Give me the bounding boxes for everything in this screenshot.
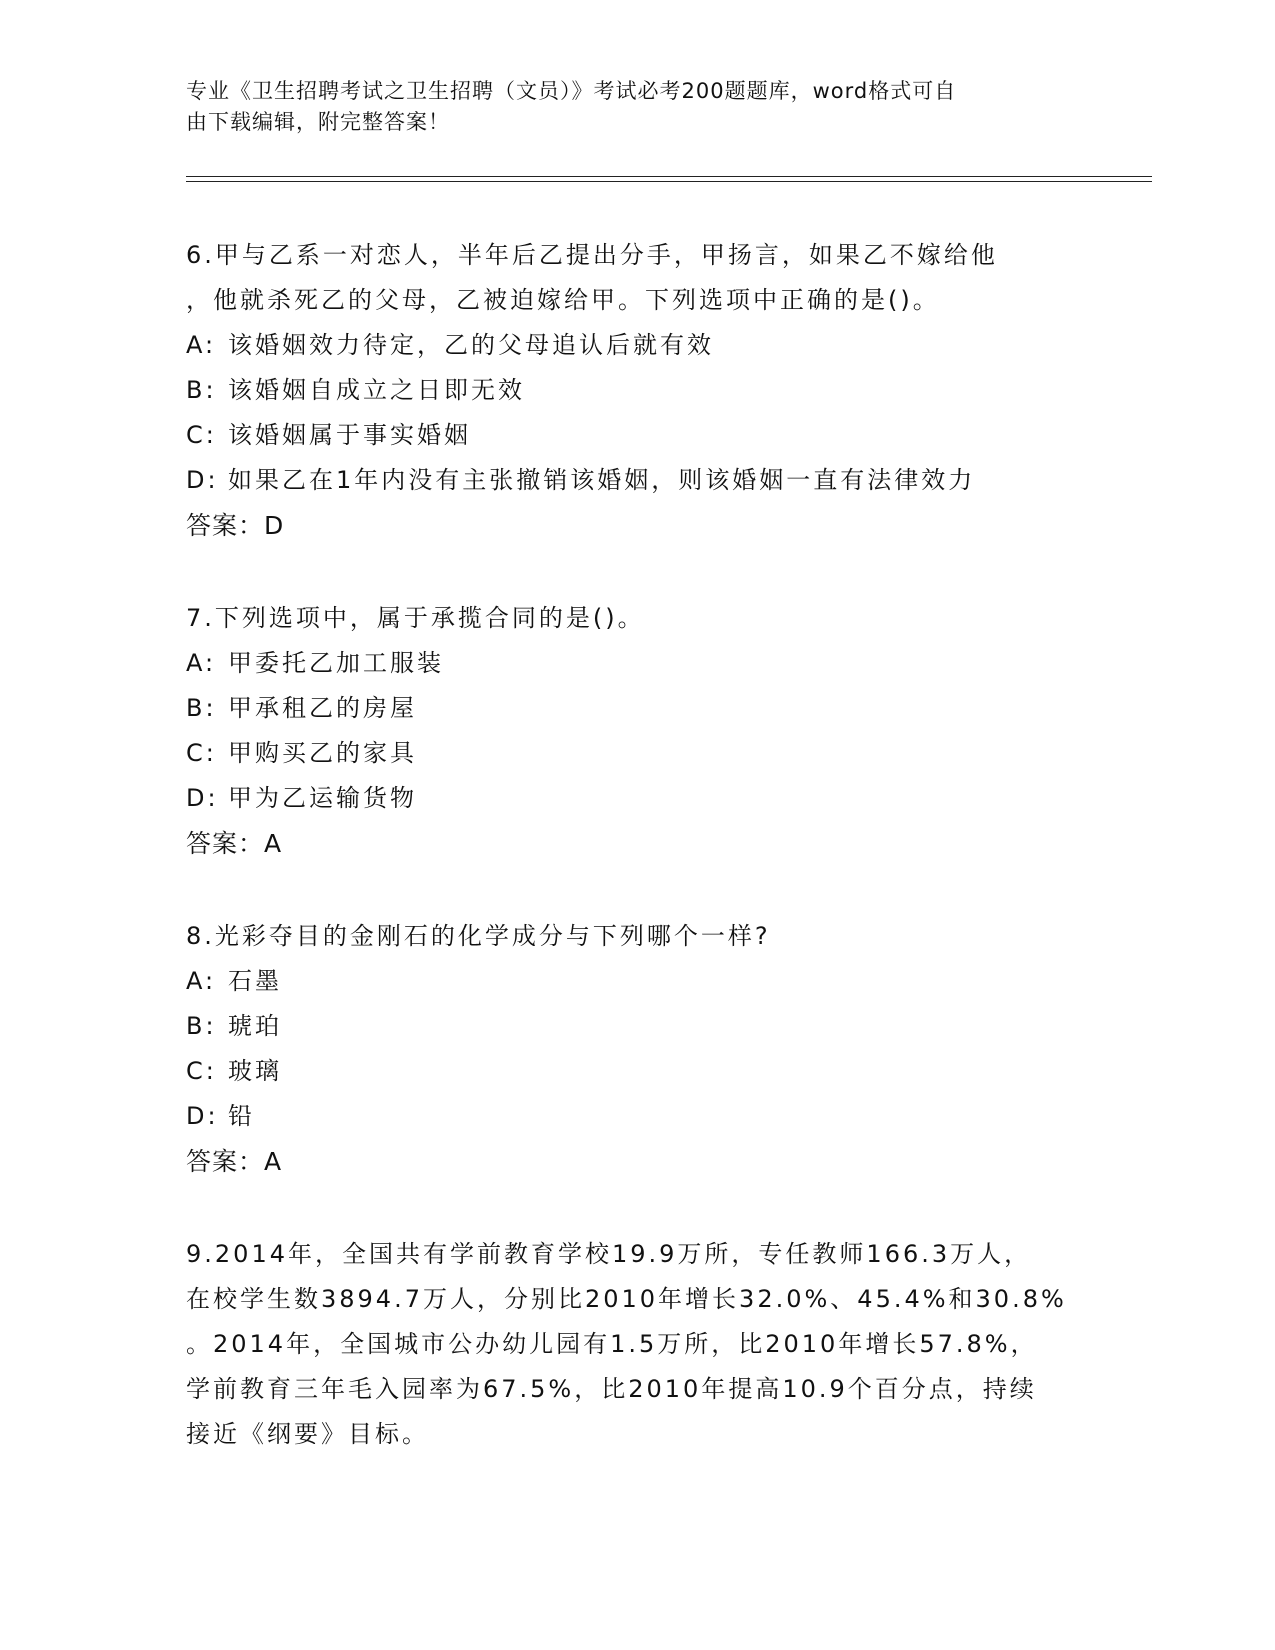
answer-line: 答案：A [186, 829, 283, 858]
option-text: 石墨 [228, 967, 282, 995]
option-key: A: [186, 649, 217, 677]
option-text: 甲承租乙的房屋 [228, 694, 417, 722]
question-stem-line: 接近《纲要》目标。 [186, 1420, 429, 1448]
question-stem-line [186, 233, 1086, 278]
question-stem-line [186, 596, 1086, 641]
question-text: 甲与乙系一对恋人，半年后乙提出分手，甲扬言，如果乙不嫁给他 [214, 241, 998, 269]
option-key: C: [186, 1057, 217, 1085]
question-8 [186, 914, 1086, 1184]
option-a [186, 959, 1086, 1004]
question-number: 7. [186, 604, 215, 632]
option-key: D: [186, 784, 219, 812]
question-text: 下列选项中，属于承揽合同的是()。 [214, 604, 645, 632]
question-9 [186, 1232, 1086, 1457]
option-text: 琥珀 [228, 1012, 282, 1040]
option-b [186, 1004, 1086, 1049]
option-text: 该婚姻效力待定，乙的父母追认后就有效 [228, 331, 714, 359]
option-key: D: [186, 466, 219, 494]
option-key: B: [186, 376, 217, 404]
option-key: A: [186, 331, 217, 359]
option-d [186, 458, 1086, 503]
question-number: 8. [186, 922, 215, 950]
option-d [186, 776, 1086, 821]
header-line-2: 由下载编辑，附完整答案！ [186, 110, 450, 134]
option-d [186, 1094, 1086, 1139]
option-text: 如果乙在1年内没有主张撤销该婚姻，则该婚姻一直有法律效力 [228, 466, 976, 494]
answer-line: 答案：D [186, 511, 285, 540]
option-c [186, 413, 1086, 458]
question-stem-line [186, 1232, 1086, 1277]
answer-line: 答案：A [186, 1147, 283, 1176]
option-key: D: [186, 1102, 219, 1130]
option-a [186, 323, 1086, 368]
question-stem-line: 学前教育三年毛入园率为67.5%，比2010年提高10.9个百分点，持续 [186, 1375, 1037, 1403]
option-text: 甲购买乙的家具 [228, 739, 417, 767]
option-b [186, 368, 1086, 413]
option-c [186, 731, 1086, 776]
option-b [186, 686, 1086, 731]
question-stem-line [186, 914, 1086, 959]
option-text: 该婚姻自成立之日即无效 [228, 376, 525, 404]
header-divider-top [186, 176, 1152, 177]
option-key: B: [186, 694, 217, 722]
option-text: 铅 [228, 1102, 255, 1130]
question-text: 2014年，全国共有学前教育学校19.9万所，专任教师166.3万人， [214, 1240, 1032, 1268]
header-divider-bottom [186, 181, 1152, 182]
option-c [186, 1049, 1086, 1094]
question-number: 6. [186, 241, 215, 269]
option-text: 甲委托乙加工服装 [228, 649, 444, 677]
question-7 [186, 596, 1086, 866]
question-stem-line: ，他就杀死乙的父母，乙被迫嫁给甲。下列选项中正确的是()。 [186, 286, 940, 314]
header-line-1: 专业《卫生招聘考试之卫生招聘（文员）》考试必考200题题库，word格式可自 [186, 79, 957, 103]
option-key: C: [186, 739, 217, 767]
option-text: 玻璃 [228, 1057, 282, 1085]
option-text: 甲为乙运输货物 [228, 784, 417, 812]
question-text: 光彩夺目的金刚石的化学成分与下列哪个一样? [214, 922, 771, 950]
option-key: C: [186, 421, 217, 449]
option-text: 该婚姻属于事实婚姻 [228, 421, 471, 449]
option-a [186, 641, 1086, 686]
document-header [186, 76, 1086, 138]
question-number: 9. [186, 1240, 215, 1268]
question-stem-line: 。2014年，全国城市公办幼儿园有1.5万所，比2010年增长57.8%， [186, 1330, 1038, 1358]
option-key: A: [186, 967, 217, 995]
question-6 [186, 233, 1086, 548]
question-stem-line: 在校学生数3894.7万人，分别比2010年增长32.0%、45.4%和30.8% [186, 1285, 1067, 1313]
option-key: B: [186, 1012, 217, 1040]
